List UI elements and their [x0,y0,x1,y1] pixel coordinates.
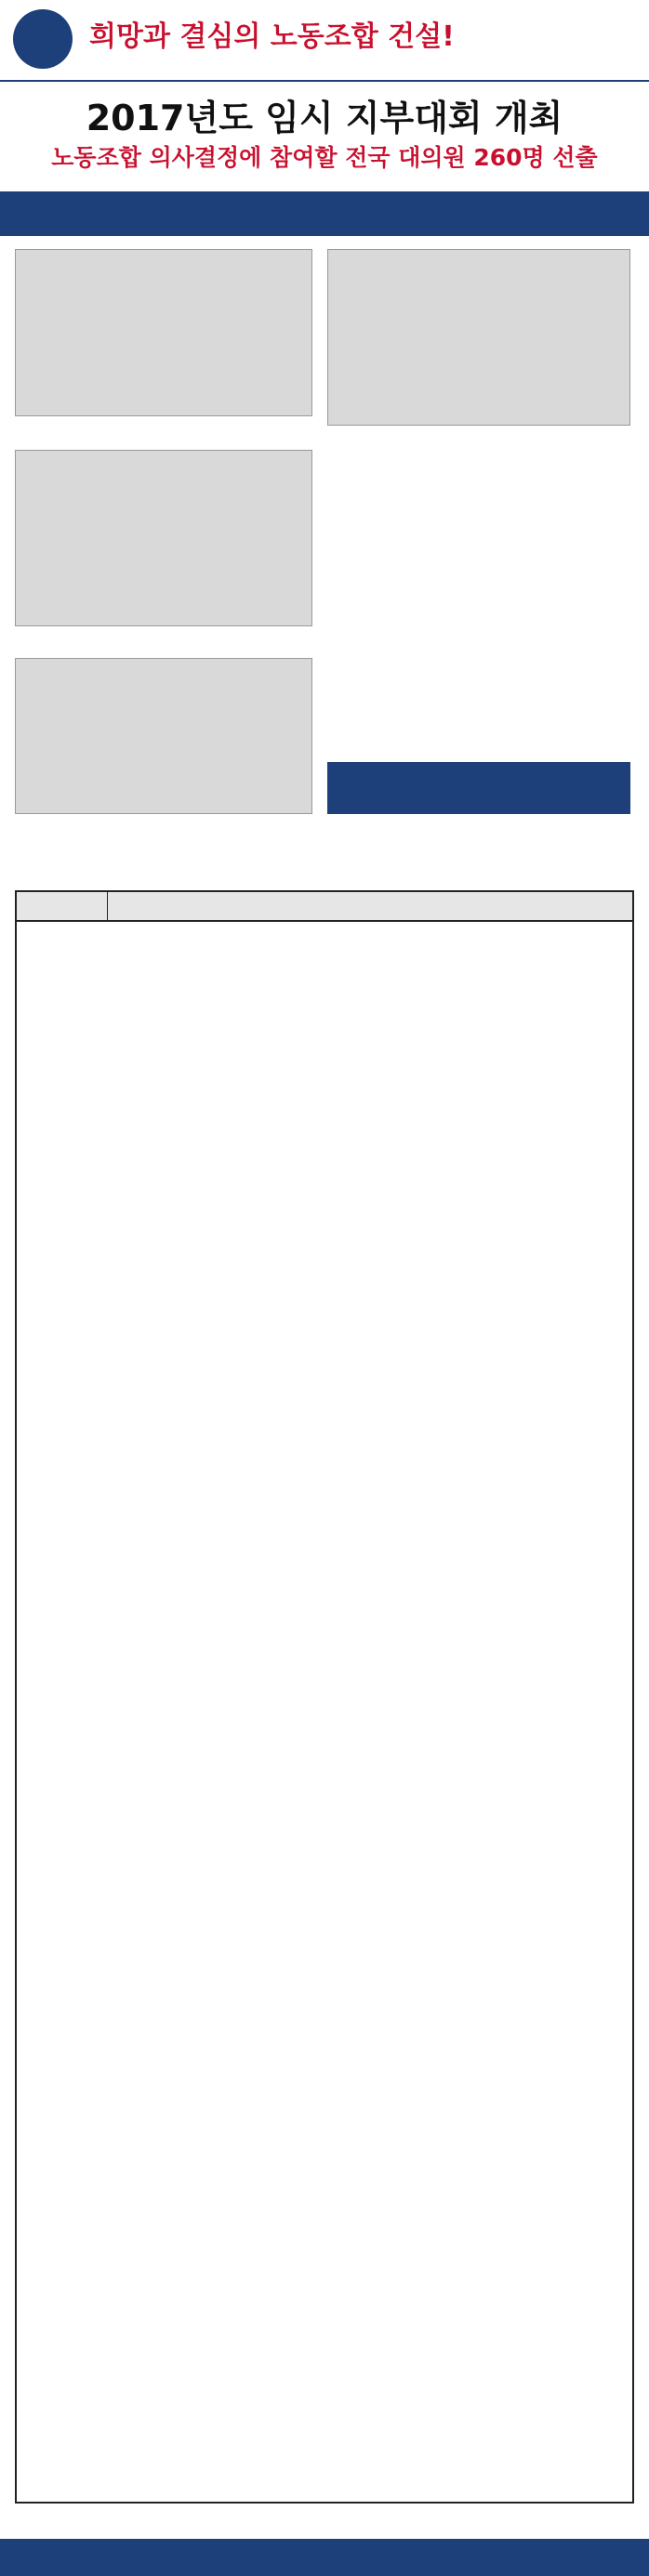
photo-2 [327,249,630,426]
headline: 2017년도 임시 지부대회 개최 [86,98,563,138]
delegate-roster [15,890,634,2504]
column-region [17,892,108,920]
footer [0,2539,649,2576]
photo-3 [15,450,312,626]
info-bar [0,191,649,236]
photo-4 [15,658,312,814]
congrats-banner [327,762,630,814]
subhead: 노동조합 의사결정에 참여할 전국 대의원 260명 선출 [51,144,598,171]
photo-1 [15,249,312,416]
masthead-brand: 희망과 결심의 노동조합 건설! [89,20,455,53]
roster-header [17,892,632,922]
roster-body [17,922,632,2502]
masthead [0,0,649,82]
union-seal-icon [13,9,73,69]
